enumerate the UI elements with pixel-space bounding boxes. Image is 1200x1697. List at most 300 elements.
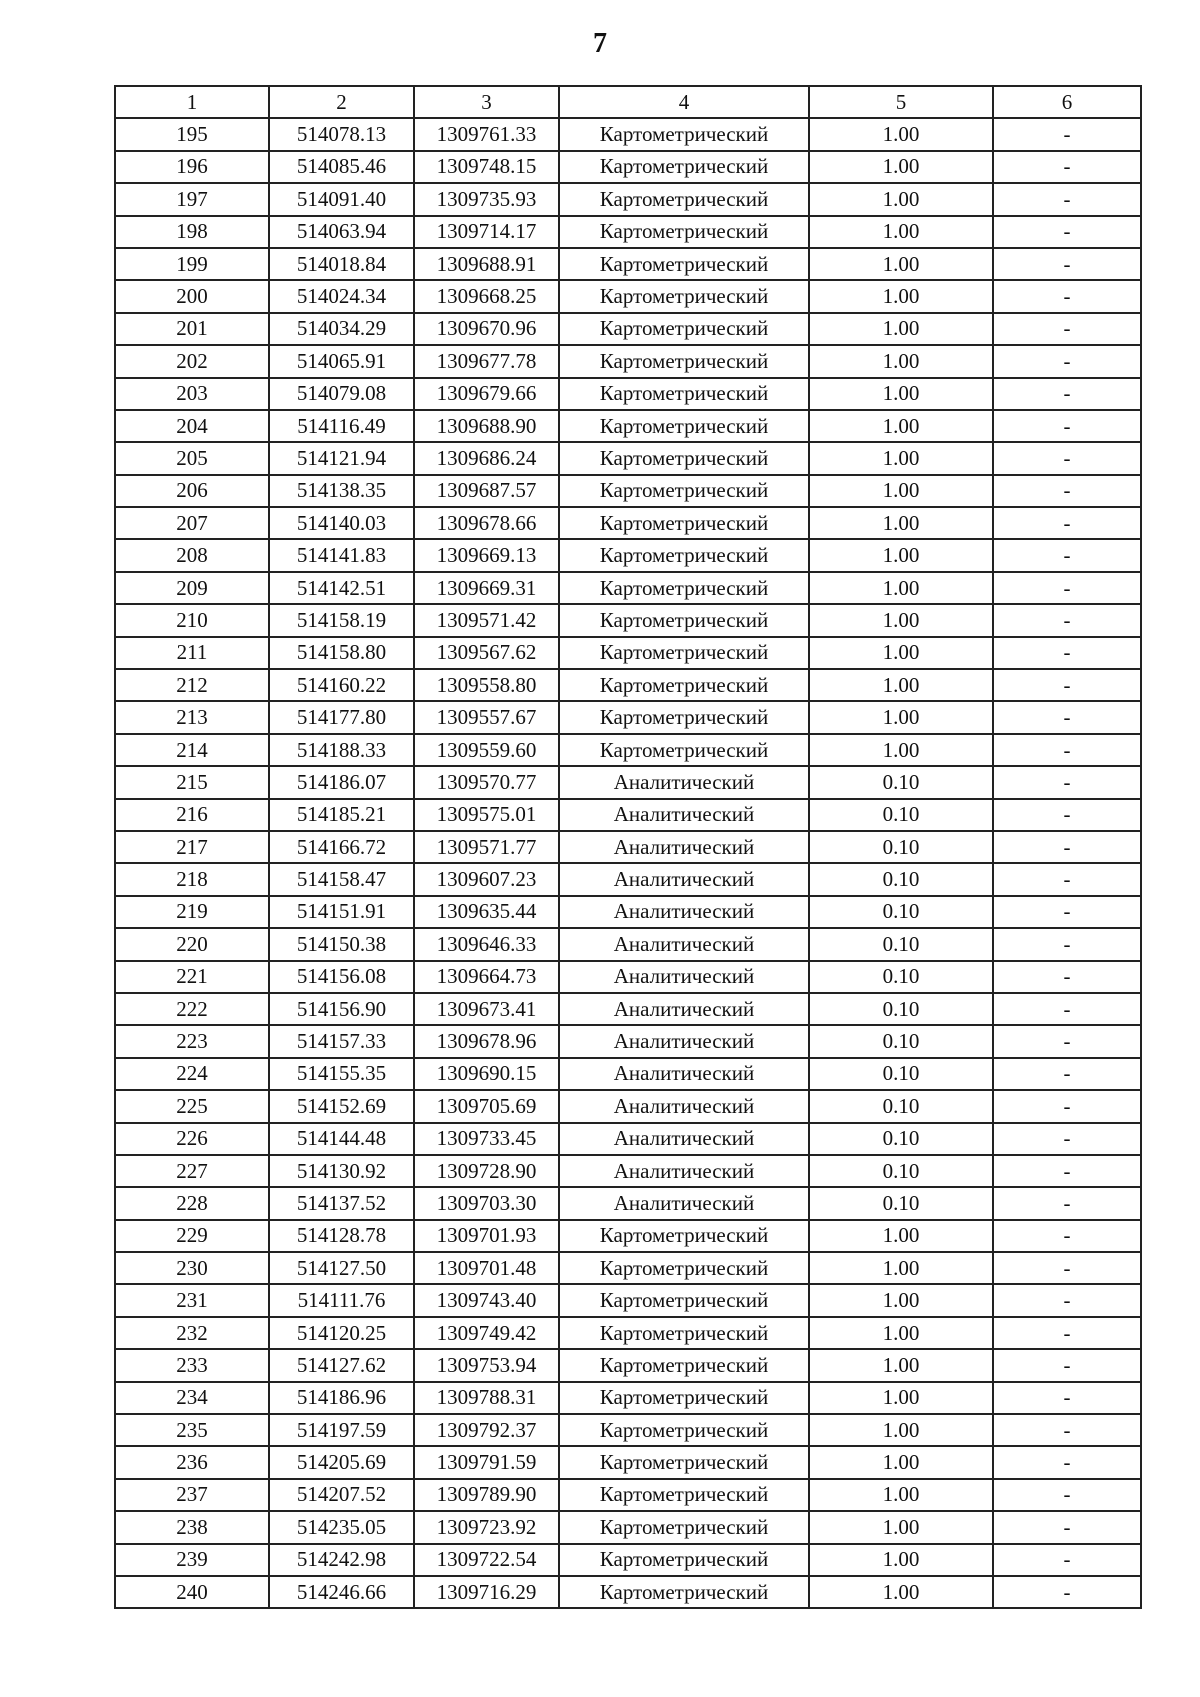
method-cell: Аналитический [559, 896, 809, 928]
note-cell: - [993, 151, 1141, 183]
x-coordinate-cell: 514207.52 [269, 1479, 414, 1511]
x-coordinate-cell: 514116.49 [269, 410, 414, 442]
x-coordinate-cell: 514188.33 [269, 734, 414, 766]
point-number-cell: 236 [115, 1446, 269, 1478]
table-row [115, 637, 1141, 669]
table-row [115, 831, 1141, 863]
method-cell: Картометрический [559, 1284, 809, 1316]
x-coordinate-cell: 514205.69 [269, 1446, 414, 1478]
x-coordinate-cell: 514158.80 [269, 637, 414, 669]
method-cell: Картометрический [559, 1382, 809, 1414]
y-coordinate-cell: 1309687.57 [414, 475, 559, 507]
point-number-cell: 203 [115, 378, 269, 410]
method-cell: Аналитический [559, 1123, 809, 1155]
note-cell: - [993, 1220, 1141, 1252]
method-cell: Картометрический [559, 475, 809, 507]
table-row [115, 1414, 1141, 1446]
x-coordinate-cell: 514128.78 [269, 1220, 414, 1252]
y-coordinate-cell: 1309748.15 [414, 151, 559, 183]
y-coordinate-cell: 1309792.37 [414, 1414, 559, 1446]
note-cell: - [993, 604, 1141, 636]
y-coordinate-cell: 1309714.17 [414, 216, 559, 248]
method-cell: Аналитический [559, 961, 809, 993]
y-coordinate-cell: 1309701.48 [414, 1252, 559, 1284]
method-cell: Аналитический [559, 1187, 809, 1219]
point-number-cell: 217 [115, 831, 269, 863]
table-row [115, 572, 1141, 604]
method-cell: Аналитический [559, 1058, 809, 1090]
y-coordinate-cell: 1309669.13 [414, 539, 559, 571]
note-cell: - [993, 863, 1141, 895]
y-coordinate-cell: 1309701.93 [414, 1220, 559, 1252]
table-row [115, 442, 1141, 474]
column-header: 3 [414, 86, 559, 118]
accuracy-cell: 0.10 [809, 1187, 993, 1219]
point-number-cell: 211 [115, 637, 269, 669]
accuracy-cell: 1.00 [809, 183, 993, 215]
point-number-cell: 210 [115, 604, 269, 636]
note-cell: - [993, 539, 1141, 571]
note-cell: - [993, 1025, 1141, 1057]
x-coordinate-cell: 514150.38 [269, 928, 414, 960]
point-number-cell: 208 [115, 539, 269, 571]
x-coordinate-cell: 514127.62 [269, 1349, 414, 1381]
method-cell: Картометрический [559, 442, 809, 474]
accuracy-cell: 1.00 [809, 1220, 993, 1252]
point-number-cell: 209 [115, 572, 269, 604]
method-cell: Картометрический [559, 1446, 809, 1478]
x-coordinate-cell: 514078.13 [269, 118, 414, 150]
accuracy-cell: 0.10 [809, 1090, 993, 1122]
accuracy-cell: 1.00 [809, 539, 993, 571]
note-cell: - [993, 1123, 1141, 1155]
x-coordinate-cell: 514246.66 [269, 1576, 414, 1608]
table-row [115, 345, 1141, 377]
x-coordinate-cell: 514160.22 [269, 669, 414, 701]
x-coordinate-cell: 514085.46 [269, 151, 414, 183]
accuracy-cell: 1.00 [809, 378, 993, 410]
note-cell: - [993, 896, 1141, 928]
y-coordinate-cell: 1309733.45 [414, 1123, 559, 1155]
table-row [115, 539, 1141, 571]
table-row [115, 1090, 1141, 1122]
point-number-cell: 198 [115, 216, 269, 248]
note-cell: - [993, 410, 1141, 442]
x-coordinate-cell: 514120.25 [269, 1317, 414, 1349]
method-cell: Картометрический [559, 216, 809, 248]
point-number-cell: 204 [115, 410, 269, 442]
note-cell: - [993, 1090, 1141, 1122]
method-cell: Аналитический [559, 1025, 809, 1057]
column-header: 4 [559, 86, 809, 118]
y-coordinate-cell: 1309788.31 [414, 1382, 559, 1414]
accuracy-cell: 0.10 [809, 1123, 993, 1155]
x-coordinate-cell: 514177.80 [269, 701, 414, 733]
note-cell: - [993, 701, 1141, 733]
y-coordinate-cell: 1309670.96 [414, 313, 559, 345]
y-coordinate-cell: 1309557.67 [414, 701, 559, 733]
point-number-cell: 229 [115, 1220, 269, 1252]
method-cell: Аналитический [559, 863, 809, 895]
accuracy-cell: 1.00 [809, 701, 993, 733]
x-coordinate-cell: 514197.59 [269, 1414, 414, 1446]
method-cell: Картометрический [559, 1576, 809, 1608]
point-number-cell: 216 [115, 799, 269, 831]
point-number-cell: 206 [115, 475, 269, 507]
point-number-cell: 228 [115, 1187, 269, 1219]
table-row [115, 313, 1141, 345]
note-cell: - [993, 637, 1141, 669]
note-cell: - [993, 734, 1141, 766]
method-cell: Картометрический [559, 1544, 809, 1576]
x-coordinate-cell: 514127.50 [269, 1252, 414, 1284]
note-cell: - [993, 1544, 1141, 1576]
accuracy-cell: 0.10 [809, 831, 993, 863]
table-row [115, 1446, 1141, 1478]
point-number-cell: 237 [115, 1479, 269, 1511]
note-cell: - [993, 280, 1141, 312]
coordinates-table [114, 85, 1142, 1609]
note-cell: - [993, 1511, 1141, 1543]
method-cell: Картометрический [559, 539, 809, 571]
accuracy-cell: 0.10 [809, 928, 993, 960]
y-coordinate-cell: 1309669.31 [414, 572, 559, 604]
table-row [115, 475, 1141, 507]
point-number-cell: 214 [115, 734, 269, 766]
x-coordinate-cell: 514185.21 [269, 799, 414, 831]
point-number-cell: 224 [115, 1058, 269, 1090]
method-cell: Картометрический [559, 1414, 809, 1446]
note-cell: - [993, 1382, 1141, 1414]
table-row [115, 183, 1141, 215]
y-coordinate-cell: 1309575.01 [414, 799, 559, 831]
table-row [115, 1155, 1141, 1187]
table-row [115, 701, 1141, 733]
note-cell: - [993, 118, 1141, 150]
point-number-cell: 202 [115, 345, 269, 377]
table-row [115, 896, 1141, 928]
x-coordinate-cell: 514121.94 [269, 442, 414, 474]
table-header-row [115, 86, 1141, 118]
note-cell: - [993, 993, 1141, 1025]
table-row [115, 1284, 1141, 1316]
table-header [115, 86, 1141, 118]
table-row [115, 378, 1141, 410]
method-cell: Картометрический [559, 151, 809, 183]
y-coordinate-cell: 1309735.93 [414, 183, 559, 215]
point-number-cell: 227 [115, 1155, 269, 1187]
method-cell: Аналитический [559, 831, 809, 863]
point-number-cell: 230 [115, 1252, 269, 1284]
note-cell: - [993, 928, 1141, 960]
y-coordinate-cell: 1309716.29 [414, 1576, 559, 1608]
note-cell: - [993, 1576, 1141, 1608]
accuracy-cell: 1.00 [809, 1252, 993, 1284]
method-cell: Картометрический [559, 572, 809, 604]
table-row [115, 1058, 1141, 1090]
accuracy-cell: 0.10 [809, 896, 993, 928]
table-row [115, 280, 1141, 312]
note-cell: - [993, 799, 1141, 831]
accuracy-cell: 1.00 [809, 1544, 993, 1576]
accuracy-cell: 1.00 [809, 475, 993, 507]
method-cell: Картометрический [559, 118, 809, 150]
accuracy-cell: 1.00 [809, 1511, 993, 1543]
point-number-cell: 201 [115, 313, 269, 345]
table-row [115, 1187, 1141, 1219]
point-number-cell: 238 [115, 1511, 269, 1543]
x-coordinate-cell: 514157.33 [269, 1025, 414, 1057]
accuracy-cell: 1.00 [809, 1317, 993, 1349]
accuracy-cell: 1.00 [809, 216, 993, 248]
note-cell: - [993, 961, 1141, 993]
table-row [115, 1479, 1141, 1511]
accuracy-cell: 1.00 [809, 1576, 993, 1608]
note-cell: - [993, 216, 1141, 248]
note-cell: - [993, 345, 1141, 377]
table-row [115, 766, 1141, 798]
table-row [115, 993, 1141, 1025]
accuracy-cell: 1.00 [809, 313, 993, 345]
x-coordinate-cell: 514186.07 [269, 766, 414, 798]
table-row [115, 216, 1141, 248]
point-number-cell: 232 [115, 1317, 269, 1349]
point-number-cell: 240 [115, 1576, 269, 1608]
point-number-cell: 226 [115, 1123, 269, 1155]
y-coordinate-cell: 1309753.94 [414, 1349, 559, 1381]
point-number-cell: 234 [115, 1382, 269, 1414]
accuracy-cell: 1.00 [809, 1382, 993, 1414]
y-coordinate-cell: 1309607.23 [414, 863, 559, 895]
method-cell: Аналитический [559, 993, 809, 1025]
point-number-cell: 215 [115, 766, 269, 798]
method-cell: Картометрический [559, 410, 809, 442]
method-cell: Картометрический [559, 1349, 809, 1381]
y-coordinate-cell: 1309722.54 [414, 1544, 559, 1576]
x-coordinate-cell: 514024.34 [269, 280, 414, 312]
table-row [115, 604, 1141, 636]
x-coordinate-cell: 514158.19 [269, 604, 414, 636]
note-cell: - [993, 1252, 1141, 1284]
note-cell: - [993, 442, 1141, 474]
accuracy-cell: 1.00 [809, 604, 993, 636]
point-number-cell: 196 [115, 151, 269, 183]
y-coordinate-cell: 1309679.66 [414, 378, 559, 410]
note-cell: - [993, 1058, 1141, 1090]
y-coordinate-cell: 1309705.69 [414, 1090, 559, 1122]
method-cell: Картометрический [559, 1317, 809, 1349]
table-row [115, 1220, 1141, 1252]
table-row [115, 118, 1141, 150]
x-coordinate-cell: 514140.03 [269, 507, 414, 539]
method-cell: Картометрический [559, 280, 809, 312]
x-coordinate-cell: 514130.92 [269, 1155, 414, 1187]
table-row [115, 1123, 1141, 1155]
point-number-cell: 223 [115, 1025, 269, 1057]
accuracy-cell: 1.00 [809, 410, 993, 442]
table-row [115, 1349, 1141, 1381]
x-coordinate-cell: 514079.08 [269, 378, 414, 410]
note-cell: - [993, 1284, 1141, 1316]
x-coordinate-cell: 514138.35 [269, 475, 414, 507]
y-coordinate-cell: 1309677.78 [414, 345, 559, 377]
y-coordinate-cell: 1309571.42 [414, 604, 559, 636]
column-header: 1 [115, 86, 269, 118]
y-coordinate-cell: 1309703.30 [414, 1187, 559, 1219]
y-coordinate-cell: 1309664.73 [414, 961, 559, 993]
method-cell: Аналитический [559, 928, 809, 960]
column-header: 2 [269, 86, 414, 118]
table-row [115, 248, 1141, 280]
point-number-cell: 197 [115, 183, 269, 215]
method-cell: Аналитический [559, 799, 809, 831]
point-number-cell: 225 [115, 1090, 269, 1122]
y-coordinate-cell: 1309728.90 [414, 1155, 559, 1187]
y-coordinate-cell: 1309789.90 [414, 1479, 559, 1511]
note-cell: - [993, 572, 1141, 604]
point-number-cell: 220 [115, 928, 269, 960]
y-coordinate-cell: 1309571.77 [414, 831, 559, 863]
table-row [115, 961, 1141, 993]
note-cell: - [993, 1349, 1141, 1381]
x-coordinate-cell: 514152.69 [269, 1090, 414, 1122]
x-coordinate-cell: 514156.08 [269, 961, 414, 993]
table-row [115, 734, 1141, 766]
column-header: 5 [809, 86, 993, 118]
point-number-cell: 233 [115, 1349, 269, 1381]
y-coordinate-cell: 1309635.44 [414, 896, 559, 928]
accuracy-cell: 0.10 [809, 766, 993, 798]
y-coordinate-cell: 1309567.62 [414, 637, 559, 669]
accuracy-cell: 1.00 [809, 1349, 993, 1381]
y-coordinate-cell: 1309723.92 [414, 1511, 559, 1543]
x-coordinate-cell: 514158.47 [269, 863, 414, 895]
y-coordinate-cell: 1309749.42 [414, 1317, 559, 1349]
x-coordinate-cell: 514091.40 [269, 183, 414, 215]
table-row [115, 151, 1141, 183]
note-cell: - [993, 1479, 1141, 1511]
x-coordinate-cell: 514141.83 [269, 539, 414, 571]
y-coordinate-cell: 1309743.40 [414, 1284, 559, 1316]
method-cell: Картометрический [559, 1220, 809, 1252]
y-coordinate-cell: 1309673.41 [414, 993, 559, 1025]
method-cell: Картометрический [559, 345, 809, 377]
accuracy-cell: 1.00 [809, 280, 993, 312]
point-number-cell: 207 [115, 507, 269, 539]
note-cell: - [993, 1446, 1141, 1478]
y-coordinate-cell: 1309558.80 [414, 669, 559, 701]
accuracy-cell: 1.00 [809, 637, 993, 669]
x-coordinate-cell: 514235.05 [269, 1511, 414, 1543]
x-coordinate-cell: 514155.35 [269, 1058, 414, 1090]
note-cell: - [993, 378, 1141, 410]
accuracy-cell: 1.00 [809, 345, 993, 377]
accuracy-cell: 1.00 [809, 1446, 993, 1478]
x-coordinate-cell: 514137.52 [269, 1187, 414, 1219]
method-cell: Картометрический [559, 734, 809, 766]
accuracy-cell: 0.10 [809, 1025, 993, 1057]
table-row [115, 1252, 1141, 1284]
method-cell: Картометрический [559, 507, 809, 539]
method-cell: Картометрический [559, 1511, 809, 1543]
y-coordinate-cell: 1309678.96 [414, 1025, 559, 1057]
accuracy-cell: 0.10 [809, 863, 993, 895]
accuracy-cell: 1.00 [809, 151, 993, 183]
x-coordinate-cell: 514144.48 [269, 1123, 414, 1155]
table-row [115, 1576, 1141, 1608]
y-coordinate-cell: 1309678.66 [414, 507, 559, 539]
x-coordinate-cell: 514034.29 [269, 313, 414, 345]
table-row [115, 799, 1141, 831]
y-coordinate-cell: 1309688.91 [414, 248, 559, 280]
accuracy-cell: 1.00 [809, 1284, 993, 1316]
accuracy-cell: 1.00 [809, 248, 993, 280]
method-cell: Картометрический [559, 183, 809, 215]
method-cell: Картометрический [559, 637, 809, 669]
page-number: 7 [593, 28, 607, 59]
y-coordinate-cell: 1309559.60 [414, 734, 559, 766]
table-row [115, 1025, 1141, 1057]
column-header: 6 [993, 86, 1141, 118]
method-cell: Картометрический [559, 313, 809, 345]
x-coordinate-cell: 514065.91 [269, 345, 414, 377]
accuracy-cell: 1.00 [809, 734, 993, 766]
method-cell: Картометрический [559, 669, 809, 701]
accuracy-cell: 1.00 [809, 669, 993, 701]
method-cell: Картометрический [559, 1479, 809, 1511]
x-coordinate-cell: 514063.94 [269, 216, 414, 248]
point-number-cell: 195 [115, 118, 269, 150]
table-row [115, 928, 1141, 960]
table-row [115, 1317, 1141, 1349]
accuracy-cell: 1.00 [809, 1414, 993, 1446]
note-cell: - [993, 1187, 1141, 1219]
note-cell: - [993, 766, 1141, 798]
method-cell: Аналитический [559, 1090, 809, 1122]
accuracy-cell: 0.10 [809, 1155, 993, 1187]
x-coordinate-cell: 514166.72 [269, 831, 414, 863]
method-cell: Аналитический [559, 766, 809, 798]
method-cell: Картометрический [559, 604, 809, 636]
accuracy-cell: 0.10 [809, 1058, 993, 1090]
x-coordinate-cell: 514142.51 [269, 572, 414, 604]
table-row [115, 410, 1141, 442]
point-number-cell: 222 [115, 993, 269, 1025]
y-coordinate-cell: 1309791.59 [414, 1446, 559, 1478]
method-cell: Картометрический [559, 701, 809, 733]
point-number-cell: 219 [115, 896, 269, 928]
x-coordinate-cell: 514186.96 [269, 1382, 414, 1414]
accuracy-cell: 0.10 [809, 799, 993, 831]
point-number-cell: 231 [115, 1284, 269, 1316]
note-cell: - [993, 475, 1141, 507]
accuracy-cell: 0.10 [809, 993, 993, 1025]
method-cell: Картометрический [559, 378, 809, 410]
x-coordinate-cell: 514156.90 [269, 993, 414, 1025]
point-number-cell: 205 [115, 442, 269, 474]
x-coordinate-cell: 514151.91 [269, 896, 414, 928]
y-coordinate-cell: 1309646.33 [414, 928, 559, 960]
point-number-cell: 200 [115, 280, 269, 312]
table-row [115, 1382, 1141, 1414]
x-coordinate-cell: 514242.98 [269, 1544, 414, 1576]
x-coordinate-cell: 514018.84 [269, 248, 414, 280]
point-number-cell: 199 [115, 248, 269, 280]
note-cell: - [993, 1414, 1141, 1446]
accuracy-cell: 1.00 [809, 572, 993, 604]
point-number-cell: 213 [115, 701, 269, 733]
table-body [115, 118, 1141, 1608]
